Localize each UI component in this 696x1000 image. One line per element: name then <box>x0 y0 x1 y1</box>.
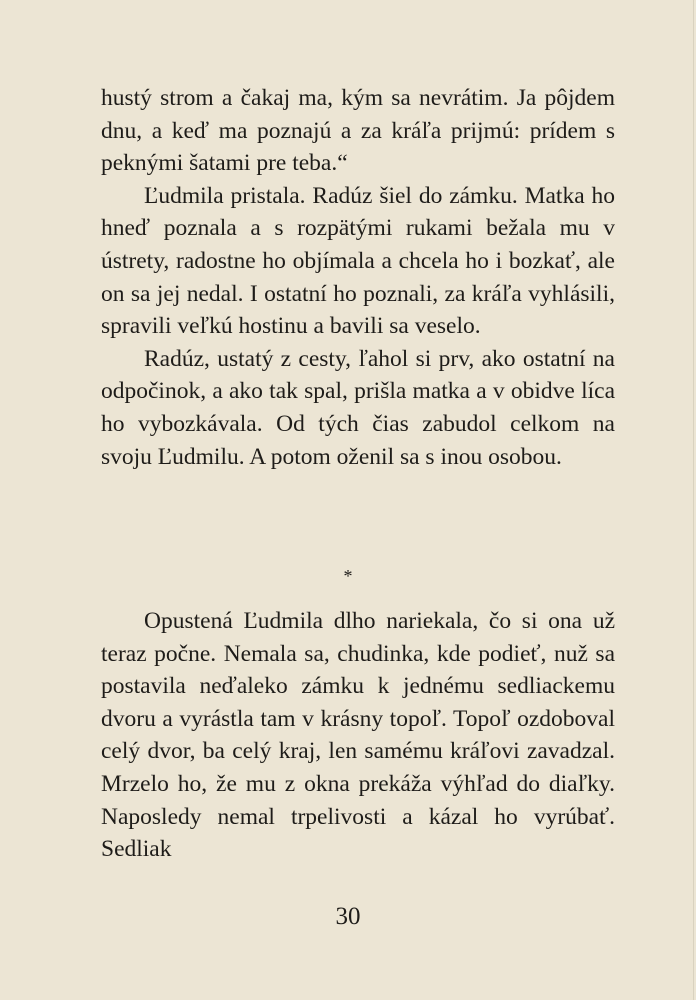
paragraph-ludmila-agreed: Ľudmila pristala. Radúz šiel do zámku. Matka ho hneď poznala a s rozpätými rukami bežala mu v ústrety, radostne ho objímala a chcela ho i bozkať, ale on sa jej nedal. I ostatní ho poznali, za kráľa vyhlásili, spravili veľkú hostinu a bavili sa veselo. <box>101 182 615 340</box>
section-separator-asterisk: * <box>343 566 353 586</box>
paragraph-abandoned-ludmila: Opustená Ľudmila dlho nariekala, čo si ona už teraz počne. Nemala sa, chudinka, kde podieť, nuž sa postavila neďaleko zámku k jednému sedliackemu dvoru a vyrástla tam v krásny topoľ. Topoľ ozdoboval celý dvor, ba celý kraj, len samému kráľovi zavadzal. Mrzelo ho, že mu z okna prekáža výhľad do diaľky. Naposledy nemal trpelivosti a kázal ho vyrúbať. Sedliak <box>101 608 615 863</box>
text-block-before-break <box>101 82 615 473</box>
paragraph-raduz-forgot: Radúz, ustatý z cesty, ľahol si prv, ako ostatní na odpočinok, a ako tak spal, prišla matka a v obidve líca ho vybozkávala. Od tých čias zabudol celkom na svoju Ľudmilu. A potom oženil sa s inou osobou. <box>101 345 615 470</box>
page-edge-line <box>693 0 694 1000</box>
paragraph-continuation: hustý strom a čakaj ma, kým sa nevrátim. Ja pôjdem dnu, a keď ma poznajú a za kráľa prijmú: prídem s peknými šatami pre teba.“ <box>101 85 615 177</box>
text-block-after-break <box>101 605 615 866</box>
page-number: 30 <box>335 903 361 930</box>
